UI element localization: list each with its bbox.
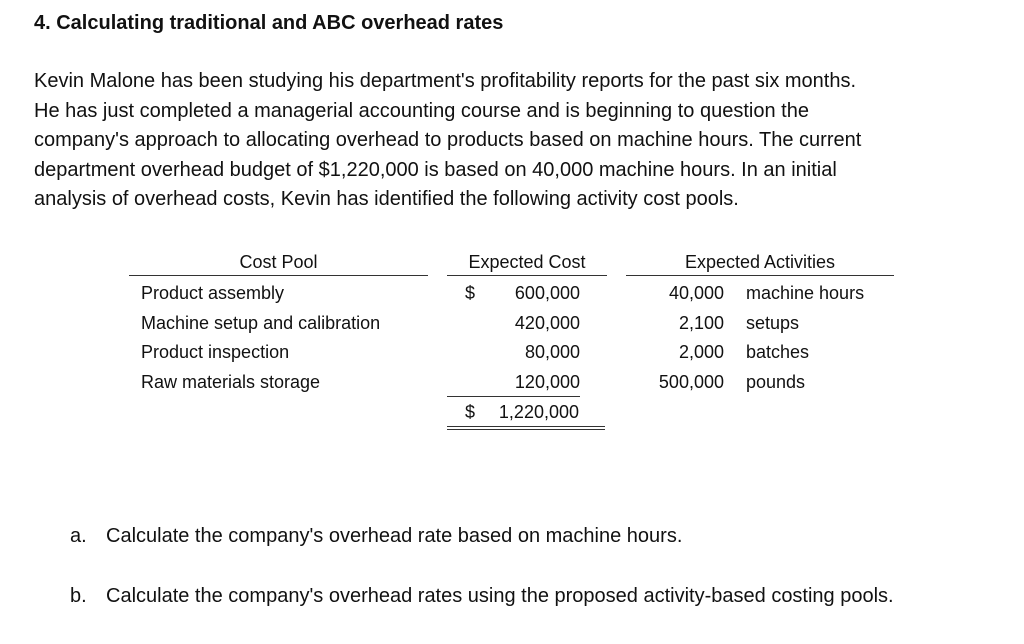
activity-unit: batches <box>746 342 810 362</box>
question-b <box>70 583 894 609</box>
activity-unit: pounds <box>746 371 806 392</box>
activity-quantity: 500,000 <box>658 371 724 392</box>
cost-pool-name: Machine setup and calibration <box>141 312 381 333</box>
total-cost-row <box>447 398 605 430</box>
expected-cost-column <box>447 279 580 397</box>
activity-unit: setups <box>746 312 800 333</box>
activity-quantity: 40,000 <box>668 283 724 303</box>
expected-activity-unit-column <box>746 279 864 397</box>
question-text: Calculate the company's overhead rates using the proposed activity-based costing pools. <box>106 585 894 607</box>
header-cost-pool: Cost Pool <box>129 249 428 276</box>
problem-intro <box>34 67 984 215</box>
activity-quantity: 2,100 <box>678 312 724 333</box>
cost-pool-name: Product inspection <box>141 342 290 362</box>
dollar-sign: $ <box>465 402 476 422</box>
intro-line: Kevin Malone has been studying his department's profitability reports for the past six months. <box>34 70 857 92</box>
activity-unit: machine hours <box>746 283 865 303</box>
total-cost-value: 1,220,000 <box>498 402 579 422</box>
expected-cost-row <box>447 279 580 309</box>
expected-activity-quantity-column <box>626 279 724 397</box>
problem-title: 4. Calculating traditional and ABC overhead rates <box>34 12 504 34</box>
question-label: a. <box>70 525 87 547</box>
header-expected-cost: Expected Cost <box>447 249 607 276</box>
expected-cost-row <box>447 338 580 368</box>
expected-cost-row <box>447 368 580 398</box>
question-label: b. <box>70 585 87 607</box>
expected-cost-row <box>447 309 580 339</box>
question-a <box>70 523 682 549</box>
activity-quantity: 2,000 <box>678 342 724 362</box>
expected-cost-value: 120,000 <box>514 371 580 392</box>
intro-line: department overhead budget of $1,220,000 is based on 40,000 machine hours. In an initial <box>34 158 837 181</box>
cost-pool-name: Raw materials storage <box>141 371 321 392</box>
header-expected-activities: Expected Activities <box>626 249 894 276</box>
expected-cost-value: 420,000 <box>514 312 580 333</box>
intro-line: analysis of overhead costs, Kevin has identified the following activity cost pools. <box>34 188 739 210</box>
intro-line: He has just completed a managerial accounting course and is beginning to question the <box>34 99 809 122</box>
cost-pool-column <box>141 279 380 397</box>
expected-cost-value: 80,000 <box>524 342 580 362</box>
expected-cost-value: 600,000 <box>514 283 580 303</box>
intro-line: company's approach to allocating overhead to products based on machine hours. The current <box>34 129 862 151</box>
cost-pool-name: Product assembly <box>141 283 285 303</box>
dollar-sign: $ <box>465 283 476 303</box>
question-text: Calculate the company's overhead rate based on machine hours. <box>106 525 683 547</box>
